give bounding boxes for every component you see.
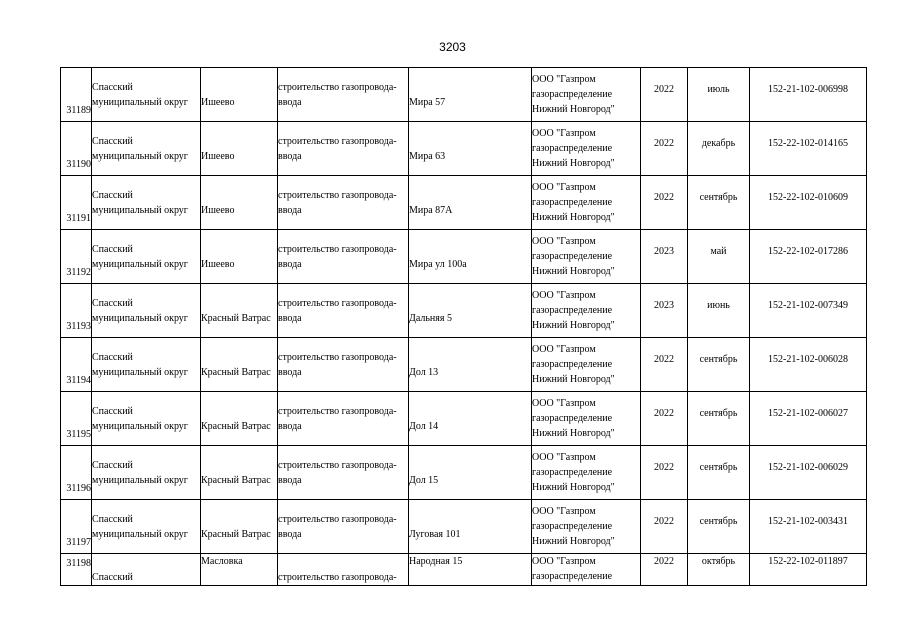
org-line-3: Нижний Новгород" (532, 266, 615, 277)
page-number: 3203 (439, 40, 466, 54)
district-line-2: муниципальный округ (92, 258, 188, 270)
address: Мира 57 (409, 97, 446, 108)
district-line-2: муниципальный округ (92, 474, 188, 486)
row-number-cell (61, 500, 92, 554)
month-cell (688, 554, 750, 586)
year: 2022 (654, 515, 674, 527)
code-cell (750, 446, 867, 500)
month: сентябрь (699, 191, 738, 203)
address-cell (409, 284, 532, 338)
address-cell (409, 392, 532, 446)
code-cell (750, 554, 867, 586)
row-number: 31189 (66, 105, 91, 116)
code-cell (750, 176, 867, 230)
code-cell (750, 392, 867, 446)
org-line-1: ООО "Газпром (532, 556, 596, 567)
settlement-cell (201, 122, 278, 176)
work-type-cell (278, 446, 409, 500)
organization-cell (532, 392, 641, 446)
year-cell (641, 230, 688, 284)
org-line-3: Нижний Новгород" (532, 374, 615, 385)
month-cell (688, 230, 750, 284)
organization-cell (532, 554, 641, 586)
address: Мира ул 100а (409, 259, 467, 270)
district-cell (92, 176, 201, 230)
year-cell (641, 338, 688, 392)
row-number: 31194 (66, 375, 91, 386)
org-line-2: газораспределение (532, 305, 613, 316)
district-cell (92, 338, 201, 392)
year-cell (641, 122, 688, 176)
work-line-1: строительство газопровода- (278, 135, 397, 147)
table-row (61, 392, 867, 446)
year: 2022 (654, 407, 674, 419)
settlement: Ишеево (201, 259, 235, 270)
row-number: 31192 (66, 267, 91, 278)
district-line-2: муниципальный округ (92, 528, 188, 540)
org-line-2: газораспределение (532, 521, 613, 532)
org-line-2: газораспределение (532, 197, 613, 208)
org-line-3: Нижний Новгород" (532, 212, 615, 223)
table-row (61, 68, 867, 122)
org-line-2: газораспределение (532, 467, 613, 478)
district-cell (92, 392, 201, 446)
district-cell (92, 68, 201, 122)
row-number-cell (61, 338, 92, 392)
work-line-2: ввода (278, 258, 302, 270)
month-cell (688, 338, 750, 392)
organization-cell (532, 284, 641, 338)
table-row (61, 338, 867, 392)
year-cell (641, 392, 688, 446)
settlement: Красный Ватрас (201, 421, 271, 432)
district-cell (92, 446, 201, 500)
year: 2022 (654, 353, 674, 365)
registry-code: 152-22-102-011897 (768, 556, 848, 567)
district-line-1: Спасский (92, 572, 133, 583)
settlement-cell (201, 284, 278, 338)
work-line-2: ввода (278, 96, 302, 108)
table-row (61, 446, 867, 500)
month-cell (688, 122, 750, 176)
address: Дальняя 5 (409, 313, 452, 324)
district-cell (92, 500, 201, 554)
month: декабрь (701, 137, 736, 149)
row-number-cell (61, 446, 92, 500)
district-line-1: Спасский (92, 297, 133, 309)
org-line-1: ООО "Газпром (532, 452, 596, 463)
code-cell (750, 122, 867, 176)
work-line-1: строительство газопровода- (278, 243, 397, 255)
address-cell (409, 446, 532, 500)
registry-code: 152-21-102-006027 (768, 407, 848, 419)
month-cell (688, 284, 750, 338)
address: Дол 15 (409, 475, 439, 486)
table-row (61, 122, 867, 176)
work-line-1: строительство газопровода- (278, 572, 397, 583)
org-line-1: ООО "Газпром (532, 236, 596, 247)
settlement: Красный Ватрас (201, 313, 271, 324)
settlement: Ишеево (201, 97, 235, 108)
year: 2022 (654, 461, 674, 473)
month-cell (688, 446, 750, 500)
address-cell (409, 122, 532, 176)
settlement-cell (201, 554, 278, 586)
district-cell (92, 554, 201, 586)
work-line-1: строительство газопровода- (278, 513, 397, 525)
registry-code: 152-21-102-006028 (768, 353, 848, 365)
work-line-2: ввода (278, 474, 302, 486)
org-line-2: газораспределение (532, 571, 613, 582)
month-cell (688, 68, 750, 122)
settlement: Масловка (201, 556, 243, 567)
year-cell (641, 68, 688, 122)
work-type-cell (278, 68, 409, 122)
year: 2022 (654, 191, 674, 203)
address-cell (409, 68, 532, 122)
row-number-cell (61, 392, 92, 446)
org-line-2: газораспределение (532, 413, 613, 424)
district-line-1: Спасский (92, 405, 133, 417)
work-line-1: строительство газопровода- (278, 459, 397, 471)
work-line-2: ввода (278, 150, 302, 162)
month-cell (688, 500, 750, 554)
settlement-cell (201, 392, 278, 446)
address: Народная 15 (409, 556, 463, 567)
org-line-3: Нижний Новгород" (532, 482, 615, 493)
month-cell (688, 392, 750, 446)
year-cell (641, 500, 688, 554)
registry-code: 152-21-102-006998 (768, 83, 848, 95)
org-line-1: ООО "Газпром (532, 344, 596, 355)
year: 2023 (654, 245, 674, 257)
org-line-3: Нижний Новгород" (532, 320, 615, 331)
month: сентябрь (699, 461, 738, 473)
year: 2022 (654, 137, 674, 149)
month: май (710, 245, 727, 257)
district-line-1: Спасский (92, 243, 133, 255)
month: октябрь (701, 556, 736, 567)
district-line-1: Спасский (92, 189, 133, 201)
year-cell (641, 554, 688, 586)
org-line-2: газораспределение (532, 89, 613, 100)
code-cell (750, 500, 867, 554)
year-cell (641, 284, 688, 338)
district-line-2: муниципальный округ (92, 150, 188, 162)
org-line-1: ООО "Газпром (532, 506, 596, 517)
code-cell (750, 338, 867, 392)
year-cell (641, 446, 688, 500)
month: июнь (707, 299, 730, 311)
work-line-1: строительство газопровода- (278, 81, 397, 93)
work-line-1: строительство газопровода- (278, 189, 397, 201)
work-type-cell (278, 284, 409, 338)
settlement: Красный Ватрас (201, 367, 271, 378)
settlement: Ишеево (201, 151, 235, 162)
row-number: 31198 (66, 558, 91, 569)
table-row-partial (61, 554, 867, 586)
year: 2023 (654, 299, 674, 311)
work-type-cell (278, 338, 409, 392)
row-number-cell (61, 230, 92, 284)
org-line-2: газораспределение (532, 359, 613, 370)
work-line-2: ввода (278, 420, 302, 432)
work-type-cell (278, 500, 409, 554)
table-row (61, 284, 867, 338)
org-line-1: ООО "Газпром (532, 290, 596, 301)
district-line-1: Спасский (92, 459, 133, 471)
work-line-2: ввода (278, 204, 302, 216)
registry-code: 152-22-102-014165 (768, 137, 848, 149)
district-line-1: Спасский (92, 81, 133, 93)
row-number: 31196 (66, 483, 91, 494)
address-cell (409, 554, 532, 586)
gasification-table (60, 67, 867, 586)
month-cell (688, 176, 750, 230)
table-row (61, 176, 867, 230)
code-cell (750, 68, 867, 122)
row-number-cell (61, 68, 92, 122)
table-row (61, 500, 867, 554)
district-line-2: муниципальный округ (92, 96, 188, 108)
address: Дол 13 (409, 367, 439, 378)
district-line-2: муниципальный округ (92, 420, 188, 432)
work-line-1: строительство газопровода- (278, 351, 397, 363)
code-cell (750, 284, 867, 338)
row-number-cell (61, 122, 92, 176)
registry-code: 152-21-102-003431 (768, 515, 848, 527)
settlement-cell (201, 338, 278, 392)
work-line-2: ввода (278, 366, 302, 378)
district-line-2: муниципальный округ (92, 366, 188, 378)
year: 2022 (654, 556, 674, 567)
row-number: 31191 (66, 213, 91, 224)
year-cell (641, 176, 688, 230)
district-line-1: Спасский (92, 513, 133, 525)
settlement-cell (201, 446, 278, 500)
organization-cell (532, 230, 641, 284)
settlement: Красный Ватрас (201, 475, 271, 486)
address-cell (409, 338, 532, 392)
organization-cell (532, 68, 641, 122)
registry-code: 152-22-102-017286 (768, 245, 848, 257)
registry-code: 152-21-102-006029 (768, 461, 848, 473)
row-number: 31195 (66, 429, 91, 440)
work-type-cell (278, 176, 409, 230)
district-line-1: Спасский (92, 135, 133, 147)
org-line-1: ООО "Газпром (532, 182, 596, 193)
district-cell (92, 284, 201, 338)
org-line-3: Нижний Новгород" (532, 428, 615, 439)
organization-cell (532, 500, 641, 554)
organization-cell (532, 122, 641, 176)
organization-cell (532, 176, 641, 230)
settlement-cell (201, 230, 278, 284)
organization-cell (532, 338, 641, 392)
org-line-3: Нижний Новгород" (532, 158, 615, 169)
org-line-1: ООО "Газпром (532, 398, 596, 409)
table-row (61, 230, 867, 284)
district-cell (92, 230, 201, 284)
org-line-2: газораспределение (532, 251, 613, 262)
district-line-1: Спасский (92, 351, 133, 363)
work-line-1: строительство газопровода- (278, 405, 397, 417)
district-cell (92, 122, 201, 176)
settlement: Ишеево (201, 205, 235, 216)
month: июль (707, 83, 730, 95)
month: сентябрь (699, 515, 738, 527)
work-line-2: ввода (278, 312, 302, 324)
organization-cell (532, 446, 641, 500)
row-number-cell (61, 554, 92, 586)
address: Дол 14 (409, 421, 439, 432)
settlement-cell (201, 500, 278, 554)
address-cell (409, 500, 532, 554)
work-type-cell (278, 230, 409, 284)
settlement: Красный Ватрас (201, 529, 271, 540)
address: Мира 87А (409, 205, 453, 216)
work-line-2: ввода (278, 528, 302, 540)
settlement-cell (201, 68, 278, 122)
work-line-1: строительство газопровода- (278, 297, 397, 309)
org-line-3: Нижний Новгород" (532, 536, 615, 547)
address: Луговая 101 (409, 529, 461, 540)
org-line-1: ООО "Газпром (532, 128, 596, 139)
org-line-1: ООО "Газпром (532, 74, 596, 85)
code-cell (750, 230, 867, 284)
work-type-cell (278, 554, 409, 586)
org-line-3: Нижний Новгород" (532, 104, 615, 115)
month: сентябрь (699, 407, 738, 419)
org-line-2: газораспределение (532, 143, 613, 154)
address-cell (409, 230, 532, 284)
address-cell (409, 176, 532, 230)
registry-code: 152-21-102-007349 (768, 299, 848, 311)
row-number-cell (61, 284, 92, 338)
district-line-2: муниципальный округ (92, 204, 188, 216)
row-number: 31197 (66, 537, 91, 548)
registry-code: 152-22-102-010609 (768, 191, 848, 203)
settlement-cell (201, 176, 278, 230)
work-type-cell (278, 122, 409, 176)
row-number-cell (61, 176, 92, 230)
row-number: 31193 (66, 321, 91, 332)
row-number: 31190 (66, 159, 91, 170)
address: Мира 63 (409, 151, 446, 162)
year: 2022 (654, 83, 674, 95)
work-type-cell (278, 392, 409, 446)
month: сентябрь (699, 353, 738, 365)
district-line-2: муниципальный округ (92, 312, 188, 324)
